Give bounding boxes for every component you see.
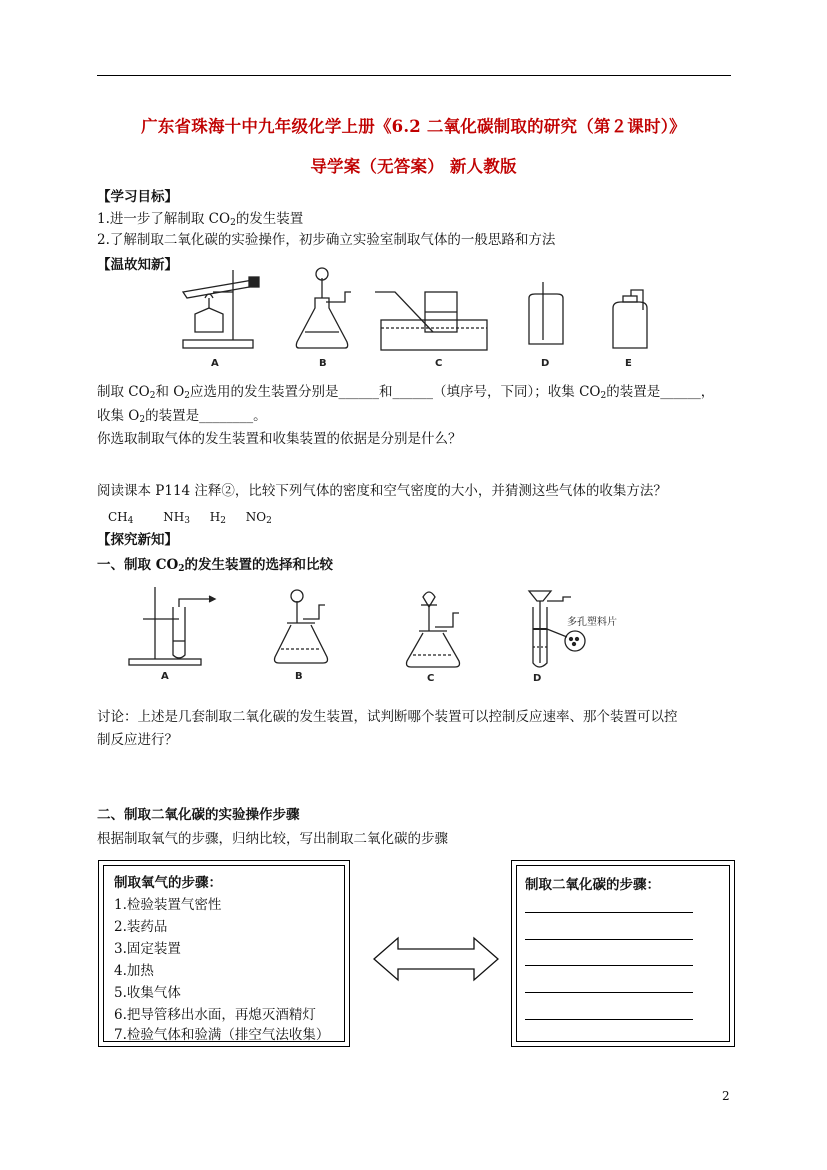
- gas-ch4: $CH_4$: [108, 510, 134, 526]
- generator-apparatus-figure: [125, 583, 665, 683]
- oxygen-step: 4.加热: [114, 963, 154, 979]
- goals-heading: 【学习目标】: [97, 189, 178, 205]
- generator-a: [129, 587, 215, 682]
- gas-nh3: $NH_3$: [163, 510, 190, 526]
- generator-c: [407, 592, 460, 683]
- co2-step-answer-line[interactable]: [525, 965, 693, 966]
- oxygen-step: 1.检验装置气密性: [114, 897, 222, 913]
- figure-label: B: [319, 358, 327, 369]
- page-title: 广东省珠海十中九年级化学上册《6.2 二氧化碳制取的研究（第２课时）》: [141, 117, 686, 136]
- figure-label: A: [211, 358, 219, 369]
- figure-label: D: [533, 673, 542, 683]
- apparatus-d: [529, 282, 563, 369]
- oxygen-steps-title: 制取氧气的步骤：: [114, 875, 222, 891]
- review-question-2: 你选取制取气体的发生装置和收集装置的依据是分别是什么？: [97, 431, 462, 447]
- co2-steps-title: 制取二氧化碳的步骤：: [525, 877, 660, 893]
- section-2-heading: 二、制取二氧化碳的实验操作步骤: [97, 807, 300, 823]
- co2-step-answer-line[interactable]: [525, 992, 693, 993]
- review-apparatus-figure: [165, 262, 655, 374]
- header-rule: [97, 75, 731, 76]
- review-question-3: 阅读课本 P114 注释②，比较下列气体的密度和空气密度的大小，并猜测这些气体的收集方法？: [97, 483, 667, 499]
- page-subtitle: 导学案（无答案） 新人教版: [310, 157, 517, 176]
- review-heading: 【温故知新】: [97, 257, 178, 273]
- page-number: 2: [722, 1089, 730, 1103]
- discussion-line-1: 讨论：上述是几套制取二氧化碳的发生装置，试判断哪个装置可以控制反应速率、那个装置可以控: [97, 709, 678, 725]
- co2-step-answer-line[interactable]: [525, 912, 693, 913]
- oxygen-step: 3.固定装置: [114, 941, 181, 957]
- generator-d: [529, 591, 617, 683]
- oxygen-step: 7.检验气体和验满（排空气法收集）: [114, 1027, 330, 1043]
- co2-steps-inner-border: [516, 865, 730, 1042]
- review-question-1-line2: 收集 $O_2$的装置是________。: [97, 408, 267, 425]
- apparatus-e: [613, 290, 647, 369]
- figure-label: C: [427, 673, 435, 683]
- oxygen-steps-box: [98, 860, 350, 1047]
- figure-label: D: [541, 358, 550, 369]
- gas-list: [108, 508, 272, 530]
- goal-item-1: 1.进一步了解制取 $CO_2$的发生装置: [97, 211, 304, 228]
- gas-no2: $NO_2$: [245, 510, 272, 526]
- oxygen-step: 5.收集气体: [114, 985, 181, 1001]
- discussion-line-2: 制反应进行？: [97, 732, 178, 748]
- double-arrow-icon: [372, 936, 500, 982]
- figure-label: C: [435, 358, 443, 369]
- co2-step-answer-line[interactable]: [525, 1019, 693, 1020]
- co2-steps-box: [511, 860, 735, 1047]
- figure-label: B: [295, 671, 303, 682]
- co2-step-answer-line[interactable]: [525, 939, 693, 940]
- section-2-intro: 根据制取氧气的步骤，归纳比较，写出制取二氧化碳的步骤: [97, 831, 448, 847]
- explore-heading: 【探究新知】: [97, 532, 178, 548]
- apparatus-b: [296, 268, 351, 369]
- oxygen-step: 6.把导管移出水面，再熄灭酒精灯: [114, 1007, 316, 1023]
- section-1-heading: 一、制取 $CO_2$的发生装置的选择和比较: [97, 557, 333, 574]
- review-question-1-line1: 制取 $CO_2$和 $O_2$应选用的发生装置分别是______和______（填序号，下同）；收集 $CO_2$的装置是______，: [97, 384, 715, 401]
- plate-label: 多孔塑料片: [567, 617, 617, 628]
- generator-b: [275, 590, 328, 682]
- oxygen-steps-inner-border: [103, 865, 345, 1042]
- apparatus-a: [183, 270, 259, 369]
- gas-h2: $H_2$: [209, 510, 226, 526]
- figure-label: E: [625, 358, 632, 369]
- oxygen-step: 2.装药品: [114, 919, 168, 935]
- goal-item-2: 2.了解制取二氧化碳的实验操作，初步确立实验室制取气体的一般思路和方法: [97, 232, 556, 248]
- apparatus-c: [375, 292, 487, 369]
- figure-label: A: [161, 671, 169, 682]
